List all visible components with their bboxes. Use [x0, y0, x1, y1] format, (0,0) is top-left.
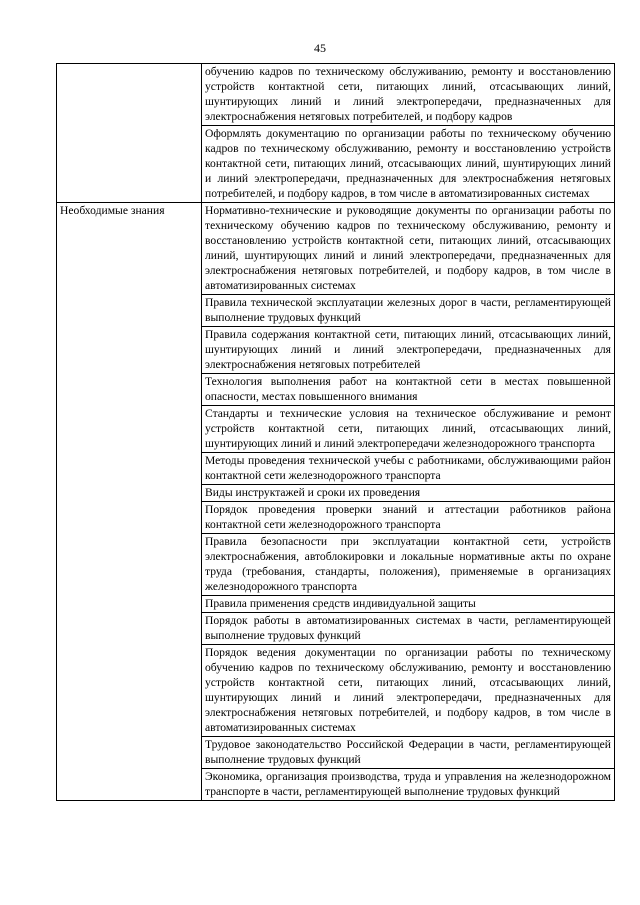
table-cell-text: обучению кадров по техническому обслуживанию, ремонту и восстановлению устройств контактной сети, питающих линий, отсасывающих линий, шунтирующих линий и линий электропередачи, предназначенных для электроснабжения нетяговых потребителей, и подбору кадров — [202, 64, 615, 126]
table-cell-text: Порядок работы в автоматизированных системах в части, регламентирующей выполнение трудовых функций — [202, 613, 615, 645]
table-cell-text: Технология выполнения работ на контактной сети в местах повышенной опасности, местах повышенного внимания — [202, 374, 615, 406]
table-cell-text: Порядок проведения проверки знаний и аттестации работников района контактной сети железнодорожного транспорта — [202, 502, 615, 534]
page-number: 45 — [314, 41, 326, 55]
table-cell-text: Правила применения средств индивидуальной защиты — [202, 596, 615, 613]
table-cell-text: Экономика, организация производства, труда и управления на железнодорожном транспорте в части, регламентирующей выполнение трудовых функций — [202, 769, 615, 801]
table-row — [57, 64, 615, 126]
table-cell-text: Стандарты и технические условия на техническое обслуживание и ремонт устройств контактной сети, питающих линий, отсасывающих линий, шунтирующих линий и линий электропередачи железнодорожного транспорта — [202, 406, 615, 453]
table-cell-text: Правила содержания контактной сети, питающих линий, отсасывающих линий, шунтирующих линий и линий электропередачи, предназначенных для электроснабжения нетяговых потребителей — [202, 327, 615, 374]
table-cell-text: Оформлять документацию по организации работы по техническому обучению кадров по техническому обслуживанию, ремонту и восстановлению устройств контактной сети, питающих линий, отсасывающих линий, шунтирующих линий и линий электропередачи, предназначенных для электроснабжения нетяговых потребителей, и подбору кадров, в том числе в автоматизированных системах — [202, 126, 615, 203]
table-cell-text: Правила технической эксплуатации железных дорог в части, регламентирующей выполнение трудовых функций — [202, 295, 615, 327]
table-cell-text: Правила безопасности при эксплуатации контактной сети, устройств электроснабжения, автоблокировки и локальные нормативные акты по охране труда (требования, стандарты, положения), применяемые в организациях железнодорожного транспорта — [202, 534, 615, 596]
table-cell-text: Виды инструктажей и сроки их проведения — [202, 485, 615, 502]
table-cell-label: Необходимые знания — [57, 203, 202, 801]
table-cell-text: Методы проведения технической учебы с работниками, обслуживающими район контактной сети железнодорожного транспорта — [202, 453, 615, 485]
table-cell-text: Трудовое законодательство Российской Федерации в части, регламентирующей выполнение трудовых функций — [202, 737, 615, 769]
table-cell-text: Порядок ведения документации по организации работы по техническому обучению кадров по техническому обслуживанию, ремонту и восстановлению устройств контактной сети, питающих линий, отсасывающих линий, шунтирующих линий и линий электропередачи, предназначенных для электроснабжения нетяговых потребителей, и подбору кадров, в том числе в автоматизированных системах — [202, 645, 615, 737]
table-row — [57, 203, 615, 295]
table-cell-text: Нормативно-технические и руководящие документы по организации работы по техническому обучению кадров по техническому обслуживанию, ремонту и восстановлению устройств контактной сети, питающих линий, отсасывающих линий, шунтирующих линий и линий электропередачи, предназначенных для электроснабжения нетяговых потребителей, и подбору кадров, в том числе в автоматизированных системах — [202, 203, 615, 295]
requirements-table — [56, 63, 615, 801]
table-cell-label — [57, 64, 202, 203]
